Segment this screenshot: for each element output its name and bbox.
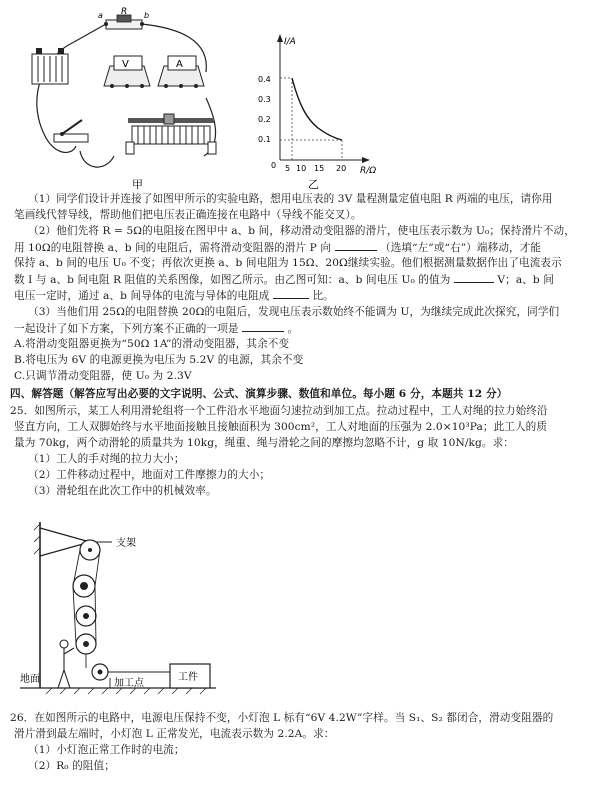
workpiece-label: 工件 bbox=[178, 672, 198, 683]
y-tick-label: 0.3 bbox=[258, 95, 271, 104]
q26-line1: 26．在如图所示的电路中，电源电压保持不变，小灯泡 L 标有“6V 4.2W”字样。当 S₁、S₂ 都闭合，滑动变阻器的 bbox=[10, 712, 554, 724]
y-tick-label: 0.4 bbox=[258, 75, 271, 84]
x-tick-label: 10 bbox=[296, 164, 307, 173]
figure-yi-graph bbox=[250, 30, 400, 190]
q25-sub3: （3）滑轮组在此次工作中的机械效率。 bbox=[28, 485, 217, 497]
section4-heading: 四、解答题（解答应写出必要的文字说明、公式、演算步骤、数值和单位。每小题 6 分，本题共 12 分） bbox=[10, 388, 508, 400]
x-axis-label: R/Ω bbox=[360, 166, 377, 176]
x-tick-label: 20 bbox=[336, 164, 347, 173]
ground-label: 地面 bbox=[20, 674, 40, 685]
figure-yi-caption: 乙 bbox=[308, 178, 319, 190]
y-axis-label: I/A bbox=[284, 37, 296, 47]
q24-part2-line4 bbox=[14, 272, 554, 289]
pulley-system-figure bbox=[20, 520, 220, 702]
battery-icon bbox=[32, 48, 68, 84]
q26-sub2: （2）R₀ 的阻值； bbox=[28, 760, 115, 772]
resistor-r bbox=[104, 15, 144, 29]
svg-text:V: V bbox=[122, 59, 129, 70]
figure-jia-caption: 甲 bbox=[132, 178, 143, 191]
answer-blank-voltage[interactable] bbox=[454, 272, 494, 283]
q24-part2-line4-a: 数 I 与 a、b 间电阻 R 阻值的关系图像，如图乙所示。由乙图可知：a、b 间电压 U₀ 的值为 bbox=[14, 274, 451, 286]
q25-line3: 量为 70kg，两个动滑轮的质量共为 10kg，绳重、绳与滑轮之间的摩擦均忽略不计，g 取 10N/kg。求： bbox=[14, 437, 515, 449]
current-resistance-curve bbox=[292, 78, 342, 140]
q24-part2-line5 bbox=[14, 288, 334, 305]
q25-line1: 25．如图所示，某工人利用滑轮组将一个工件沿水平地面匀速拉动到加工点。拉动过程中，工人对绳的拉力始终沿 bbox=[10, 405, 548, 417]
q25-sub2: （2）工件移动过程中，地面对工件摩擦力的大小； bbox=[28, 469, 271, 481]
switch-icon bbox=[54, 120, 88, 142]
q24-part2-line5-a: 电压一定时，通过 a、b 间导体的电流与导体的电阻成 bbox=[14, 290, 270, 302]
q24-option-c: C.只调节滑动变阻器，使 U₀ 为 2.3V bbox=[14, 370, 192, 382]
q24-part1-line2: 笔画线代替导线，帮助他们把电压表正确连接在电路中（导线不能交叉）。 bbox=[14, 209, 362, 221]
q25-sub1: （1）工人的手对绳的拉力大小； bbox=[28, 453, 185, 465]
q24-part3-line1: （3）当他们用 25Ω的电阻替换 20Ω的电阻后，发现电压表示数始终不能调为 U，为继续完成此次探究，同学们 bbox=[28, 306, 560, 318]
worker-icon bbox=[58, 640, 74, 688]
q24-option-a: A.将滑动变阻器更换为“50Ω 1A”的滑动变阻器，其余不变 bbox=[14, 338, 290, 350]
circuit-figure-jia bbox=[14, 6, 244, 194]
origin-label: 0 bbox=[271, 161, 277, 170]
q24-part2-line2 bbox=[14, 240, 541, 257]
q24-part2-line1: （2）他们先将 R = 5Ω的电阻接在图甲中 a、b 间，移动滑动变阻器的滑片，使电压表示数为 U₀；保持滑片不动， bbox=[28, 225, 575, 237]
q24-part3-line2 bbox=[14, 321, 298, 338]
rheostat-icon bbox=[126, 114, 216, 154]
q26-line2: 滑片滑到最左端时，小灯泡 L 正常发光，电流表示数为 2.2A。求： bbox=[14, 728, 335, 740]
svg-text:A: A bbox=[176, 59, 183, 70]
terminal-b-label: b bbox=[144, 11, 150, 20]
terminal-a-label: a bbox=[98, 11, 103, 20]
q24-part3-line2-b: 。 bbox=[287, 323, 299, 335]
support-label: 支架 bbox=[116, 538, 136, 549]
q24-part2-line4-b: V；a、b 间 bbox=[497, 274, 554, 286]
q24-part2-line3: 保持 a、b 间的电压 U₀ 不变；再依次更换 a、b 间电阻为 15Ω、20Ω继续实验。他们根据测量数据作出了电流表示 bbox=[14, 257, 562, 269]
q26-sub1: （1）小灯泡正常工作时的电流； bbox=[28, 744, 185, 756]
ammeter-icon bbox=[158, 56, 204, 88]
y-tick-label: 0.1 bbox=[258, 135, 271, 144]
answer-blank-option[interactable] bbox=[242, 321, 284, 332]
answer-blank-direction[interactable] bbox=[335, 240, 377, 251]
processing-point-label: 加工点 bbox=[114, 678, 144, 689]
q25-line2: 竖直方向，工人双脚始终与水平地面接触且接触面积为 300cm²，工人对地面的压强为 2.0×10³Pa；此工人的质 bbox=[14, 421, 548, 433]
q24-option-b: B.将电压为 6V 的电源更换为电压为 5.2V 的电源，其余不变 bbox=[14, 354, 304, 366]
q24-part2-line2-b: （选填“左”或“右”）端移动，才能 bbox=[380, 242, 542, 254]
x-tick-label: 15 bbox=[314, 164, 325, 173]
q24-part3-line2-a: 一起设计了如下方案，下列方案不正确的一项是 bbox=[14, 323, 239, 335]
q24-part2-line2-a: 用 10Ω的电阻替换 a、b 间的电阻后，需将滑动变阻器的滑片 P 向 bbox=[14, 242, 332, 254]
resistor-label: R bbox=[121, 7, 128, 17]
x-tick-label: 5 bbox=[285, 164, 291, 173]
answer-blank-proportion[interactable] bbox=[273, 288, 309, 299]
q24-part2-line5-b: 比。 bbox=[312, 290, 334, 302]
y-tick-label: 0.2 bbox=[258, 115, 271, 124]
voltmeter-icon bbox=[104, 56, 150, 88]
q24-part1-line1: （1）同学们设计并连接了如图甲所示的实验电路，想用电压表的 3V 量程测量定值电阻 R 两端的电压，请你用 bbox=[28, 193, 553, 205]
